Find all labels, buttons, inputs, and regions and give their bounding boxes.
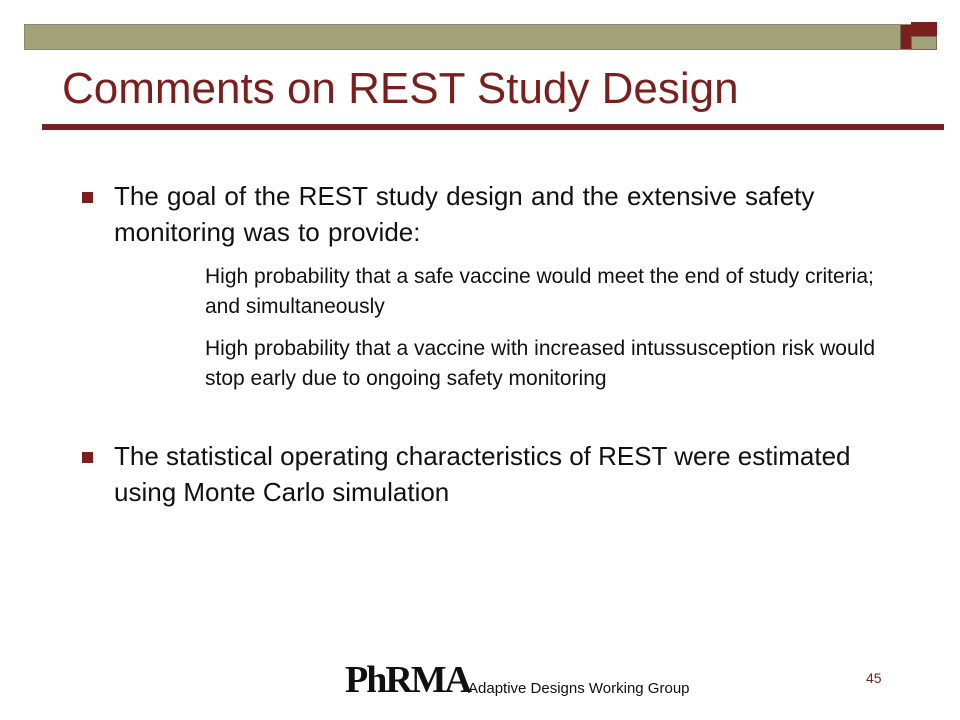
slide-title: Comments on REST Study Design bbox=[62, 64, 739, 113]
bullet-text: The goal of the REST study design and the extensive safety monitoring was to provide: bbox=[114, 181, 815, 247]
footer-group-name: Adaptive Designs Working Group bbox=[468, 680, 690, 697]
page-number: 45 bbox=[866, 670, 882, 686]
bullet-square-icon bbox=[82, 452, 93, 463]
bullet-item bbox=[82, 438, 882, 510]
bullet-list bbox=[82, 178, 882, 510]
corner-decoration-lower bbox=[911, 36, 937, 50]
title-underline bbox=[42, 124, 944, 130]
band-maroon-segment bbox=[901, 25, 911, 49]
bullet-text: The statistical operating characteristics of REST were estimated using Monte Carlo simulation bbox=[114, 441, 851, 507]
sub-bullet-text: High probability that a vaccine with increased intussusception risk would stop early due to ongoing safety monitoring bbox=[205, 337, 876, 390]
bullet-square-icon bbox=[82, 192, 93, 203]
top-decorative-band bbox=[24, 24, 912, 50]
sub-bullet-text: High probability that a safe vaccine would meet the end of study criteria; and simultaneously bbox=[205, 265, 874, 318]
phrma-logo: PhRMA bbox=[345, 659, 471, 701]
bullet-item bbox=[82, 178, 882, 394]
sub-bullet-list bbox=[205, 262, 882, 394]
band-olive-segment bbox=[25, 25, 901, 49]
